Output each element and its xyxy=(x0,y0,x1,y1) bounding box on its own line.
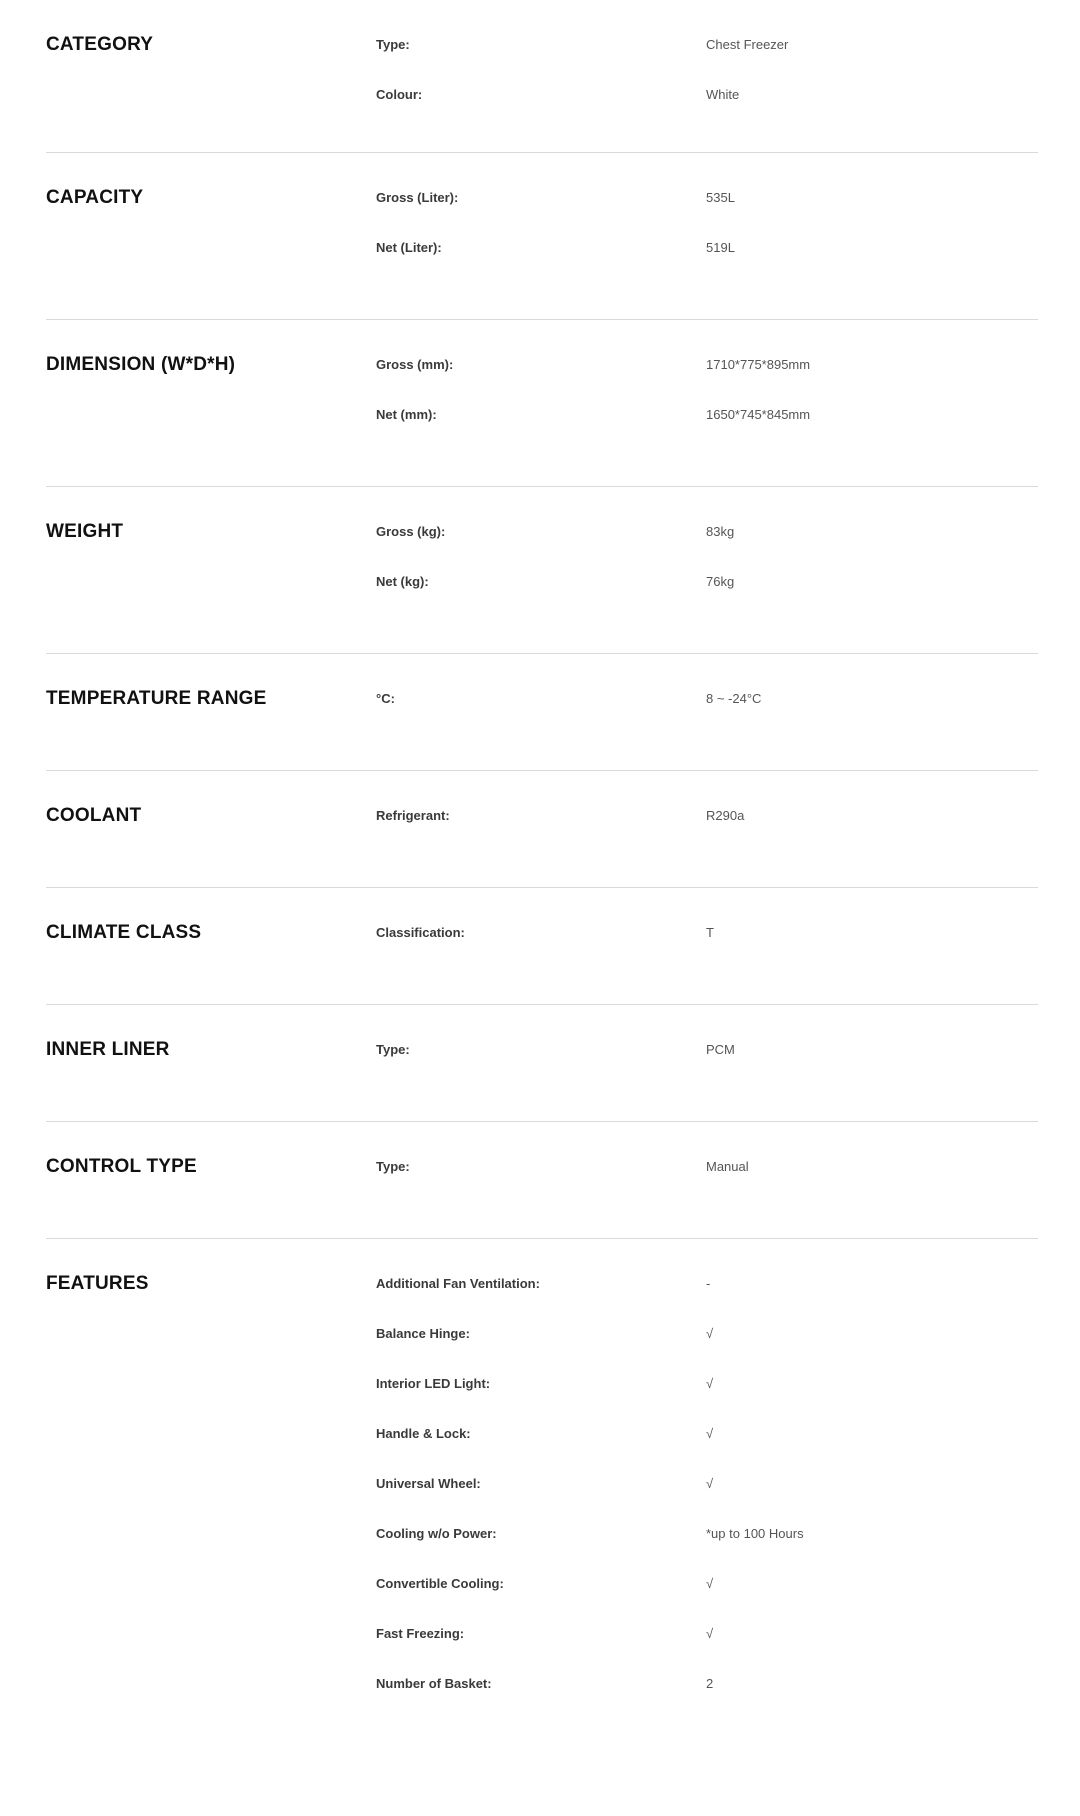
section-title: CONTROL TYPE xyxy=(46,1156,197,1177)
spec-value: R290a xyxy=(706,808,745,823)
spec-section-control-type xyxy=(46,1122,1038,1239)
section-title: COOLANT xyxy=(46,805,142,826)
spec-row xyxy=(376,1373,1038,1423)
spec-value: PCM xyxy=(706,1042,735,1057)
spec-label: Refrigerant: xyxy=(376,808,450,823)
spec-row xyxy=(376,688,1038,738)
spec-label: Cooling w/o Power: xyxy=(376,1526,497,1541)
section-title: CAPACITY xyxy=(46,187,144,208)
spec-value: 535L xyxy=(706,190,735,205)
section-title: INNER LINER xyxy=(46,1039,170,1060)
spec-rows xyxy=(376,771,1038,887)
spec-row xyxy=(376,1523,1038,1573)
spec-rows xyxy=(376,1005,1038,1121)
section-title: CLIMATE CLASS xyxy=(46,922,202,943)
section-title: TEMPERATURE RANGE xyxy=(46,688,267,709)
spec-row xyxy=(376,521,1038,571)
spec-label: Convertible Cooling: xyxy=(376,1576,504,1591)
spec-label: Colour: xyxy=(376,87,423,102)
spec-value: 519L xyxy=(706,240,735,255)
spec-value: √ xyxy=(706,1426,714,1441)
spec-value: 83kg xyxy=(706,524,735,539)
spec-section-inner-liner xyxy=(46,1005,1038,1122)
spec-row xyxy=(376,571,1038,621)
spec-row xyxy=(376,1323,1038,1373)
spec-row xyxy=(376,404,1038,454)
spec-value: - xyxy=(706,1276,711,1291)
spec-row xyxy=(376,34,1038,84)
spec-row xyxy=(376,1673,1038,1723)
spec-label: Balance Hinge: xyxy=(376,1326,470,1341)
spec-row xyxy=(376,805,1038,855)
spec-row xyxy=(376,922,1038,972)
spec-value: 1650*745*845mm xyxy=(706,407,811,422)
spec-row xyxy=(376,354,1038,404)
spec-rows xyxy=(376,0,1038,152)
spec-value: *up to 100 Hours xyxy=(706,1526,804,1541)
spec-value: White xyxy=(706,87,740,102)
spec-rows xyxy=(376,1239,1038,1789)
section-title: CATEGORY xyxy=(46,34,154,55)
spec-label: Number of Basket: xyxy=(376,1676,492,1691)
spec-section-weight xyxy=(46,487,1038,654)
spec-value: √ xyxy=(706,1576,714,1591)
spec-section-temperature-range xyxy=(46,654,1038,771)
spec-rows xyxy=(376,654,1038,770)
spec-value: T xyxy=(706,925,714,940)
spec-section-category xyxy=(46,0,1038,153)
section-title: DIMENSION (W*D*H) xyxy=(46,354,236,375)
section-title: FEATURES xyxy=(46,1273,149,1294)
spec-label: Gross (mm): xyxy=(376,357,454,372)
spec-rows xyxy=(376,320,1038,486)
spec-rows xyxy=(376,487,1038,653)
spec-label: Gross (Liter): xyxy=(376,190,459,205)
spec-rows xyxy=(376,888,1038,1004)
spec-row xyxy=(376,187,1038,237)
spec-value: 8 ~ -24°C xyxy=(706,691,762,706)
spec-label: Type: xyxy=(376,1159,410,1174)
spec-label: Fast Freezing: xyxy=(376,1626,465,1641)
spec-section-capacity xyxy=(46,153,1038,320)
section-title: WEIGHT xyxy=(46,521,124,542)
spec-label: Universal Wheel: xyxy=(376,1476,481,1491)
spec-row xyxy=(376,1473,1038,1523)
spec-value: √ xyxy=(706,1326,714,1341)
spec-label: Gross (kg): xyxy=(376,524,446,539)
spec-value: √ xyxy=(706,1626,714,1641)
spec-row xyxy=(376,1156,1038,1206)
spec-label: Type: xyxy=(376,37,410,52)
spec-row xyxy=(376,1039,1038,1089)
spec-section-coolant xyxy=(46,771,1038,888)
spec-label: Additional Fan Ventilation: xyxy=(376,1276,540,1291)
spec-section-dimension xyxy=(46,320,1038,487)
spec-row xyxy=(376,84,1038,134)
spec-rows xyxy=(376,153,1038,319)
spec-table xyxy=(46,0,1038,1789)
spec-value: √ xyxy=(706,1476,714,1491)
spec-label: °C: xyxy=(376,691,395,706)
spec-value: 2 xyxy=(706,1676,714,1691)
spec-value: Chest Freezer xyxy=(706,37,789,52)
spec-label: Classification: xyxy=(376,925,465,940)
spec-section-features xyxy=(46,1239,1038,1789)
spec-value: 76kg xyxy=(706,574,735,589)
spec-row xyxy=(376,1623,1038,1673)
spec-label: Interior LED Light: xyxy=(376,1376,491,1391)
spec-value: 1710*775*895mm xyxy=(706,357,811,372)
spec-section-climate-class xyxy=(46,888,1038,1005)
spec-row xyxy=(376,1573,1038,1623)
spec-label: Type: xyxy=(376,1042,410,1057)
spec-label: Net (Liter): xyxy=(376,240,442,255)
spec-value: √ xyxy=(706,1376,714,1391)
spec-label: Handle & Lock: xyxy=(376,1426,471,1441)
spec-row xyxy=(376,1273,1038,1323)
spec-label: Net (mm): xyxy=(376,407,437,422)
spec-row xyxy=(376,1423,1038,1473)
spec-rows xyxy=(376,1122,1038,1238)
spec-label: Net (kg): xyxy=(376,574,429,589)
spec-row xyxy=(376,237,1038,287)
spec-value: Manual xyxy=(706,1159,749,1174)
